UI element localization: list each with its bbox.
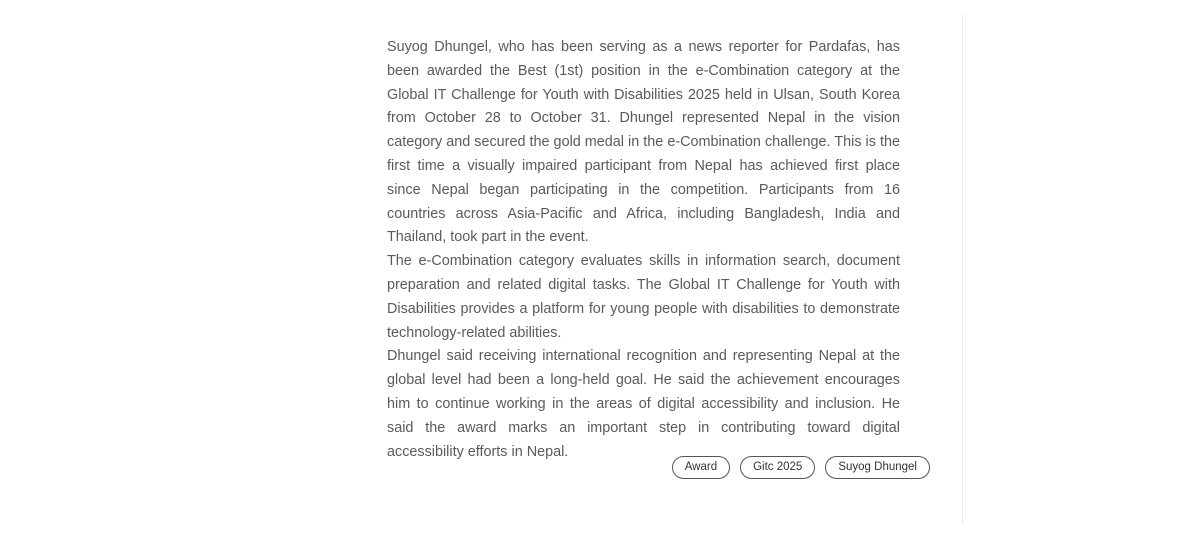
tag-gitc-2025[interactable]: Gitc 2025: [740, 456, 815, 479]
article-paragraph-1: Suyog Dhungel, who has been serving as a news reporter for Pardafas, has been awarded the Best (1st) position in the e-Combination category at the Global IT Challenge for Youth with Disabilities 2025 held in Ulsan, South Korea from October 28 to October 31. Dhungel represented Nepal in the vision category and secured the gold medal in the e-Combination challenge. This is the first time a visually impaired participant from Nepal has achieved first place since Nepal began participating in the competition. Participants from 16 countries across Asia-Pacific and Africa, including Bangladesh, India and Thailand, took part in the event.: [387, 39, 900, 246]
tag-suyog-dhungel[interactable]: Suyog Dhungel: [825, 456, 930, 479]
sidebar-divider: [962, 14, 963, 524]
tag-award[interactable]: Award: [672, 456, 730, 479]
article-body: [387, 36, 900, 464]
article-paragraph-2: The e-Combination category evaluates skills in information search, document preparation and related digital tasks. The Global IT Challenge for Youth with Disabilities provides a platform for young people with disabilities to demonstrate technology-related abilities.: [387, 253, 900, 341]
tag-list: [672, 456, 930, 479]
article-paragraph-3: Dhungel said receiving international recognition and representing Nepal at the global level had been a long-held goal. He said the achievement encourages him to continue working in the areas of digital accessibility and inclusion. He said the award marks an important step in contributing toward digital accessibility efforts in Nepal.: [387, 348, 900, 460]
